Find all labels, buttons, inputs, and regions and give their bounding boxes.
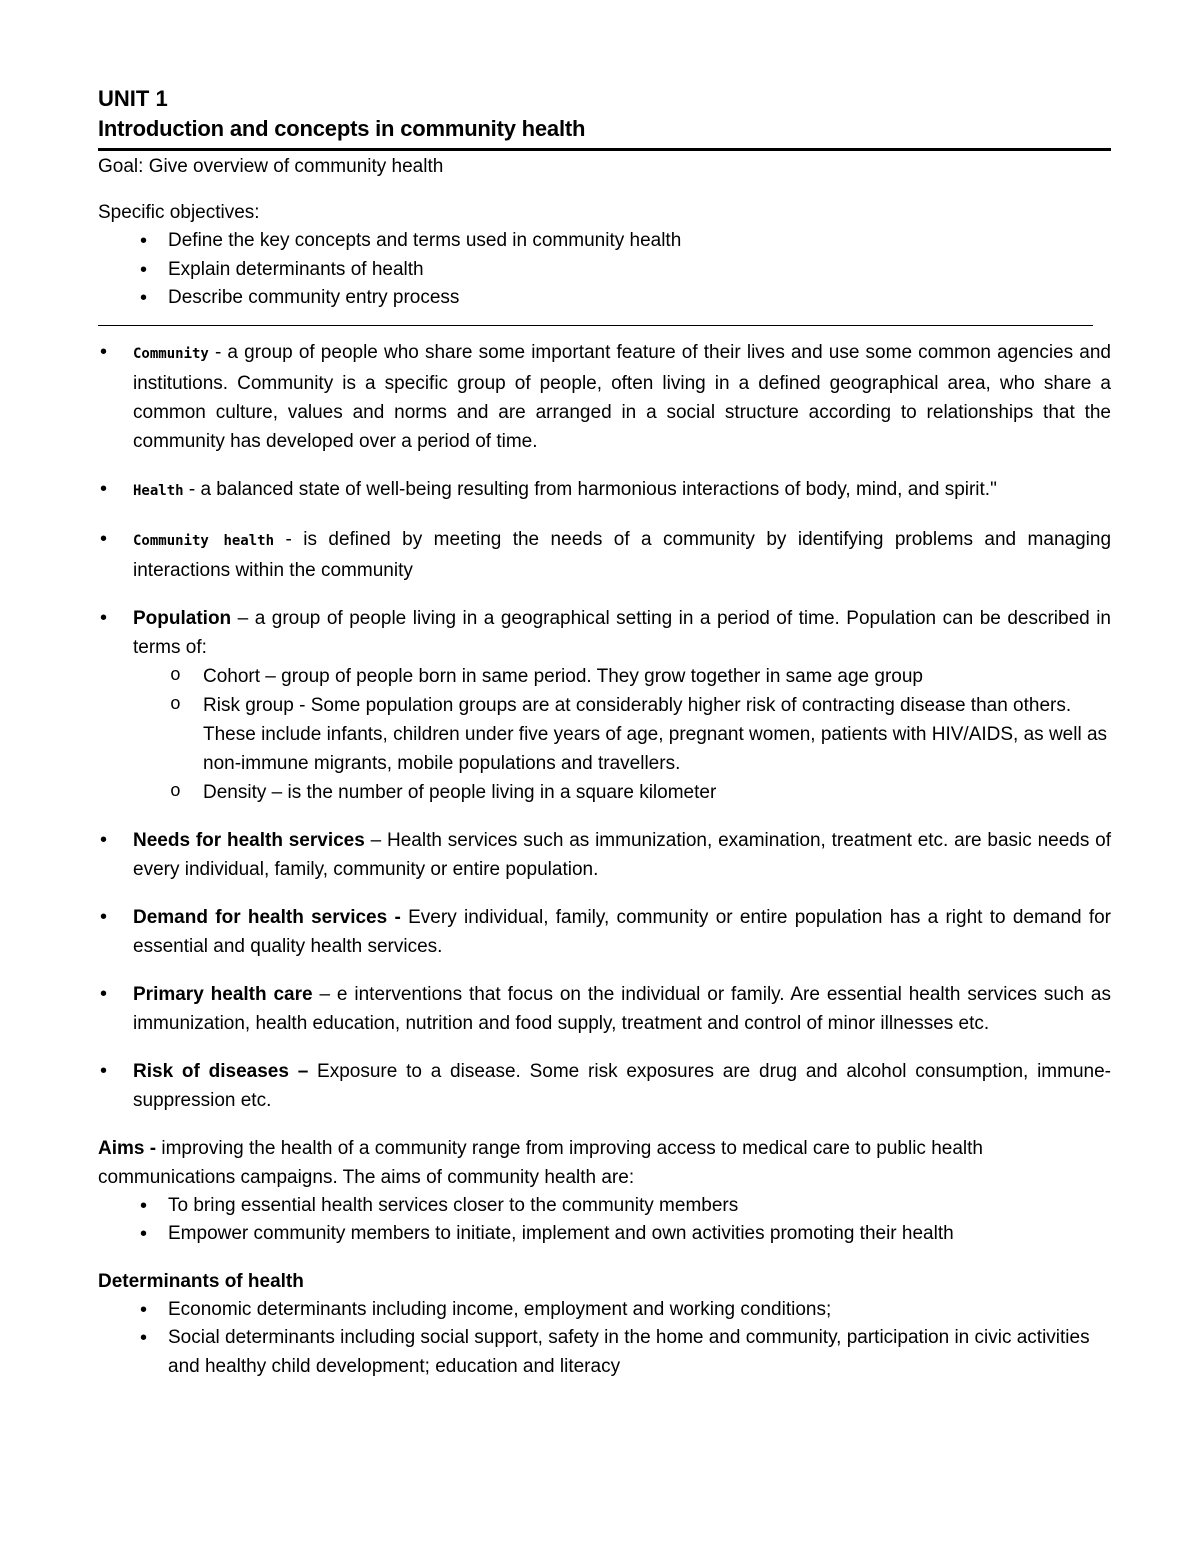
list-item: • Define the key concepts and terms used in community health — [98, 227, 1111, 256]
objectives-heading: Specific objectives: — [98, 202, 260, 223]
definition-term: Health — [133, 482, 184, 499]
definition-term: Risk of diseases – — [133, 1060, 309, 1082]
determinants-heading: Determinants of health — [98, 1270, 304, 1292]
aims-paragraph — [98, 1134, 1111, 1192]
definition-text: – a group of people living in a geographical setting in a period of time. Population can be described in terms of: — [133, 607, 1111, 658]
unit-label: UNIT 1 — [98, 86, 168, 111]
definition-community — [98, 338, 1111, 456]
determinants-list — [98, 1296, 1111, 1382]
definition-text: - is defined by meeting the needs of a community by identifying problems and managing interactions within the community — [133, 528, 1112, 581]
page-title: Introduction and concepts in community health — [98, 114, 1111, 151]
aims-list — [98, 1192, 1111, 1249]
list-item: • Economic determinants including income, employment and working conditions; — [98, 1296, 1111, 1325]
population-sublist — [133, 662, 1111, 807]
aims-term: Aims - — [98, 1137, 157, 1159]
sub-item: o Density – is the number of people living in a square kilometer — [133, 778, 1111, 807]
definition-risk — [98, 1057, 1111, 1115]
aims-text: improving the health of a community range from improving access to medical care to public health communications campaigns. The aims of community health are: — [98, 1137, 983, 1188]
separator-line — [98, 313, 1093, 326]
list-item: • Social determinants including social support, safety in the home and community, participation in civic activities and healthy child development; education and literacy — [98, 1324, 1111, 1381]
definition-text: Exposure to a disease. Some risk exposures are drug and alcohol consumption, immune-suppression etc. — [133, 1060, 1111, 1111]
definition-term: Community health — [133, 532, 275, 549]
list-item: • Explain determinants of health — [98, 256, 1111, 285]
definition-text: – e interventions that focus on the individual or family. Are essential health services such as immunization, health education, nutrition and food supply, treatment and control of minor illnesses etc. — [133, 983, 1112, 1034]
sub-item: o Cohort – group of people born in same period. They grow together in same age group — [133, 662, 1111, 691]
definition-text: Every individual, family, community or entire population has a right to demand for essential and quality health services. — [133, 906, 1112, 957]
definition-text: - a group of people who share some important feature of their lives and use some common agencies and institutions. Community is a specific group of people, often living in a defined geographical area, who share a common culture, values and norms and are arranged in a social structure according to relationships that the community has developed over a period of time. — [133, 341, 1111, 452]
definition-text: – Health services such as immunization, examination, treatment etc. are basic needs of every individual, family, community or entire population. — [133, 829, 1112, 880]
definitions-list — [98, 338, 1111, 1115]
definition-health — [98, 475, 1111, 506]
goal-text: Goal: Give overview of community health — [98, 156, 444, 177]
objectives-list — [98, 227, 1111, 313]
definition-population — [98, 604, 1111, 807]
definition-term: Demand for health services - — [133, 906, 401, 928]
sub-item: o Risk group - Some population groups are at considerably higher risk of contracting disease than others. These include infants, children under five years of age, pregnant women, patients with HIV/AIDS, as well as non-immune migrants, mobile populations and travellers. — [133, 691, 1111, 778]
definition-term: Needs for health services — [133, 829, 365, 851]
list-item: • To bring essential health services closer to the community members — [98, 1192, 1111, 1221]
list-item: • Empower community members to initiate, implement and own activities promoting their health — [98, 1220, 1111, 1249]
definition-term: Community — [133, 345, 209, 362]
definition-community-health — [98, 525, 1111, 585]
list-item: • Describe community entry process — [98, 284, 1111, 313]
definition-term: Population — [133, 607, 232, 629]
definition-term: Primary health care — [133, 983, 313, 1005]
definition-needs — [98, 826, 1111, 884]
definition-demand — [98, 903, 1111, 961]
definition-text: - a balanced state of well-being resulting from harmonious interactions of body, mind, and spirit." — [183, 478, 997, 500]
definition-primary-health-care — [98, 980, 1111, 1038]
document-page — [98, 84, 1111, 1381]
